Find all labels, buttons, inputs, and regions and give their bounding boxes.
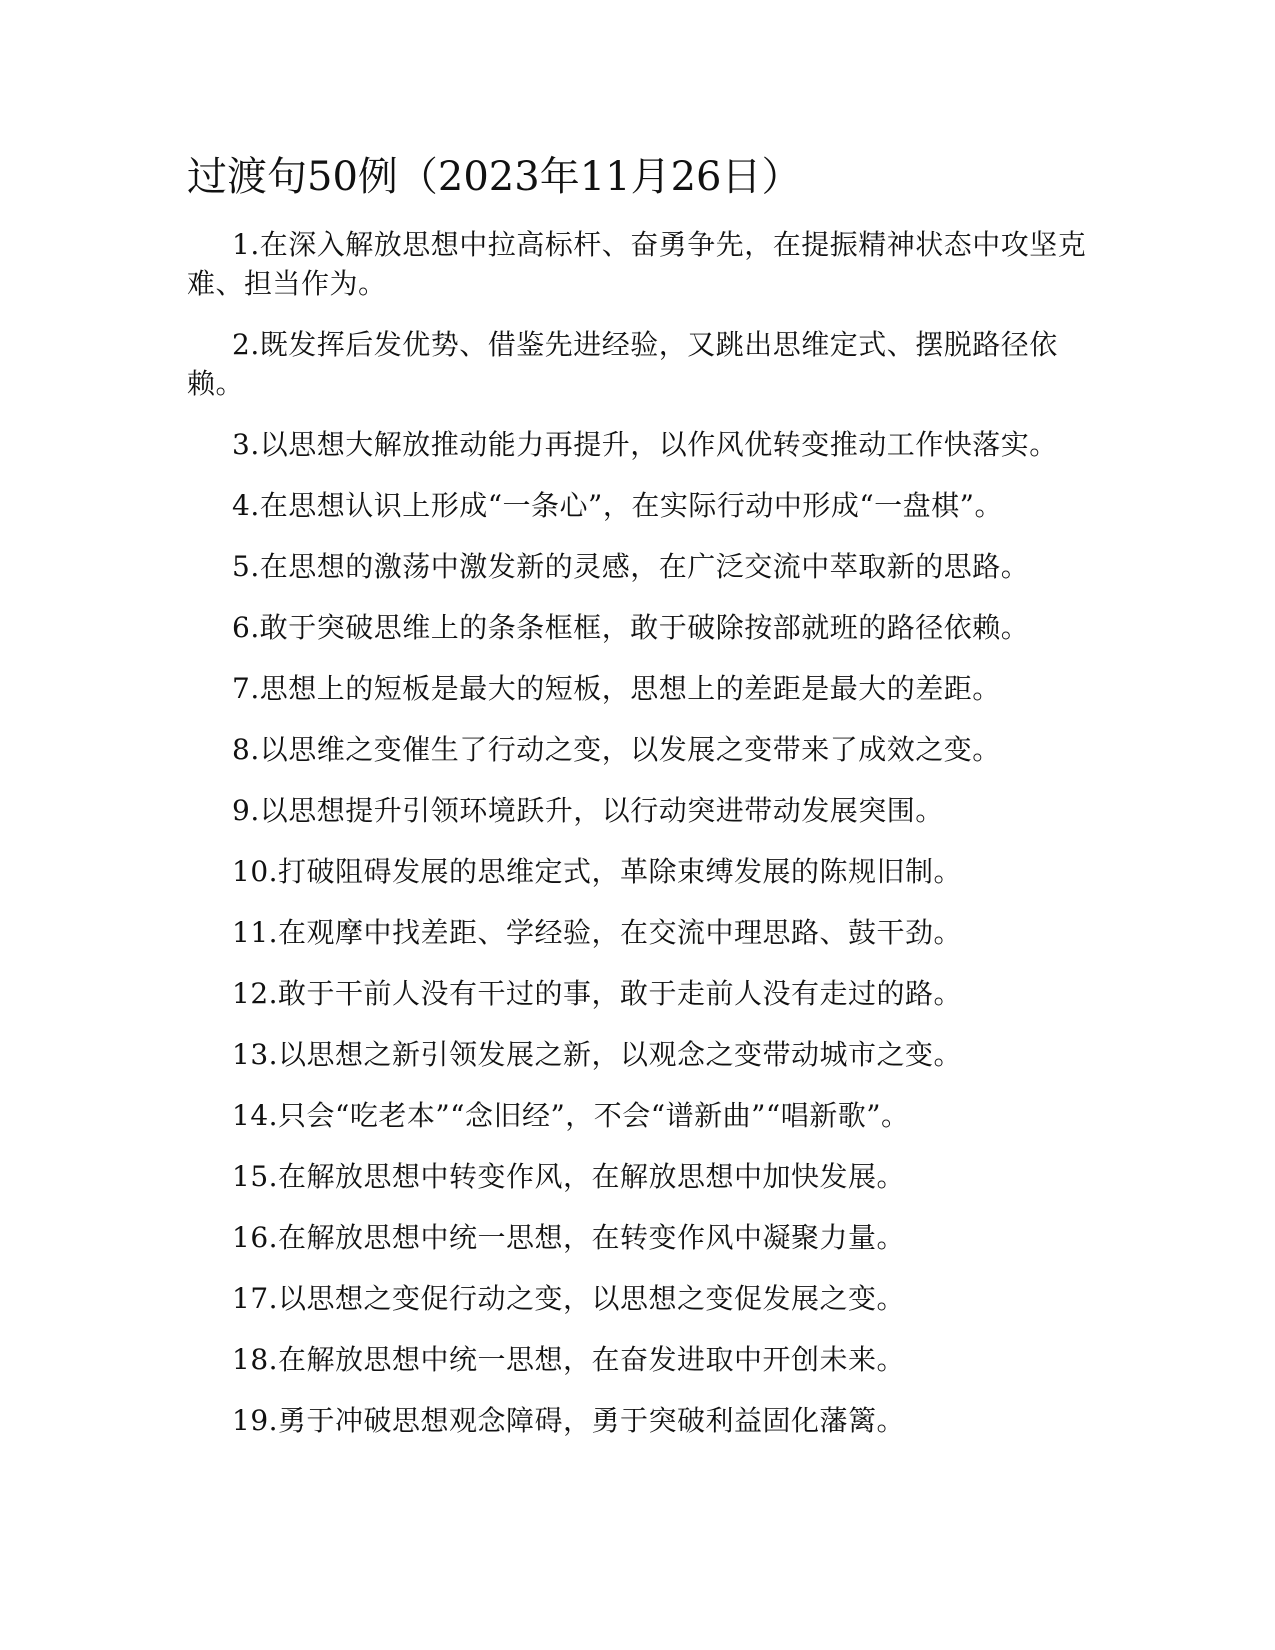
list-item: 9.以思想提升引领环境跃升，以行动突进带动发展突围。 [232, 794, 944, 827]
list-item: 19.勇于冲破思想观念障碍，勇于突破利益固化藩篱。 [232, 1404, 906, 1437]
list-item: 4.在思想认识上形成“一条心”，在实际行动中形成“一盘棋”。 [232, 489, 1003, 522]
list-item: 13.以思想之新引领发展之新，以观念之变带动城市之变。 [232, 1038, 963, 1071]
list-item: 5.在思想的激荡中激发新的灵感，在广泛交流中萃取新的思路。 [232, 550, 1030, 583]
page-title: 过渡句50例（2023年11月26日） [187, 154, 802, 200]
list-item: 15.在解放思想中转变作风，在解放思想中加快发展。 [232, 1160, 906, 1193]
list-item: 3.以思想大解放推动能力再提升，以作风优转变推动工作快落实。 [232, 428, 1058, 461]
list-item: 12.敢于干前人没有干过的事，敢于走前人没有走过的路。 [232, 977, 963, 1010]
sentence-list [187, 225, 1087, 1462]
list-item: 18.在解放思想中统一思想，在奋发进取中开创未来。 [232, 1343, 906, 1376]
list-item: 7.思想上的短板是最大的短板，思想上的差距是最大的差距。 [232, 672, 1001, 705]
list-item: 10.打破阻碍发展的思维定式，革除束缚发展的陈规旧制。 [232, 855, 963, 888]
list-item: 8.以思维之变催生了行动之变，以发展之变带来了成效之变。 [232, 733, 1001, 766]
list-item: 16.在解放思想中统一思想，在转变作风中凝聚力量。 [232, 1221, 906, 1254]
list-item: 6.敢于突破思维上的条条框框，敢于破除按部就班的路径依赖。 [232, 611, 1030, 644]
list-item: 2.既发挥后发优势、借鉴先进经验，又跳出思维定式、摆脱路径依赖。 [187, 328, 1058, 400]
list-item: 14.只会“吃老本”“念旧经”，不会“谱新曲”“唱新歌”。 [232, 1099, 910, 1132]
list-item: 1.在深入解放思想中拉高标杆、奋勇争先，在提振精神状态中攻坚克难、担当作为。 [187, 228, 1087, 300]
list-item: 17.以思想之变促行动之变，以思想之变促发展之变。 [232, 1282, 906, 1315]
list-item: 11.在观摩中找差距、学经验，在交流中理思路、鼓干劲。 [232, 916, 963, 949]
